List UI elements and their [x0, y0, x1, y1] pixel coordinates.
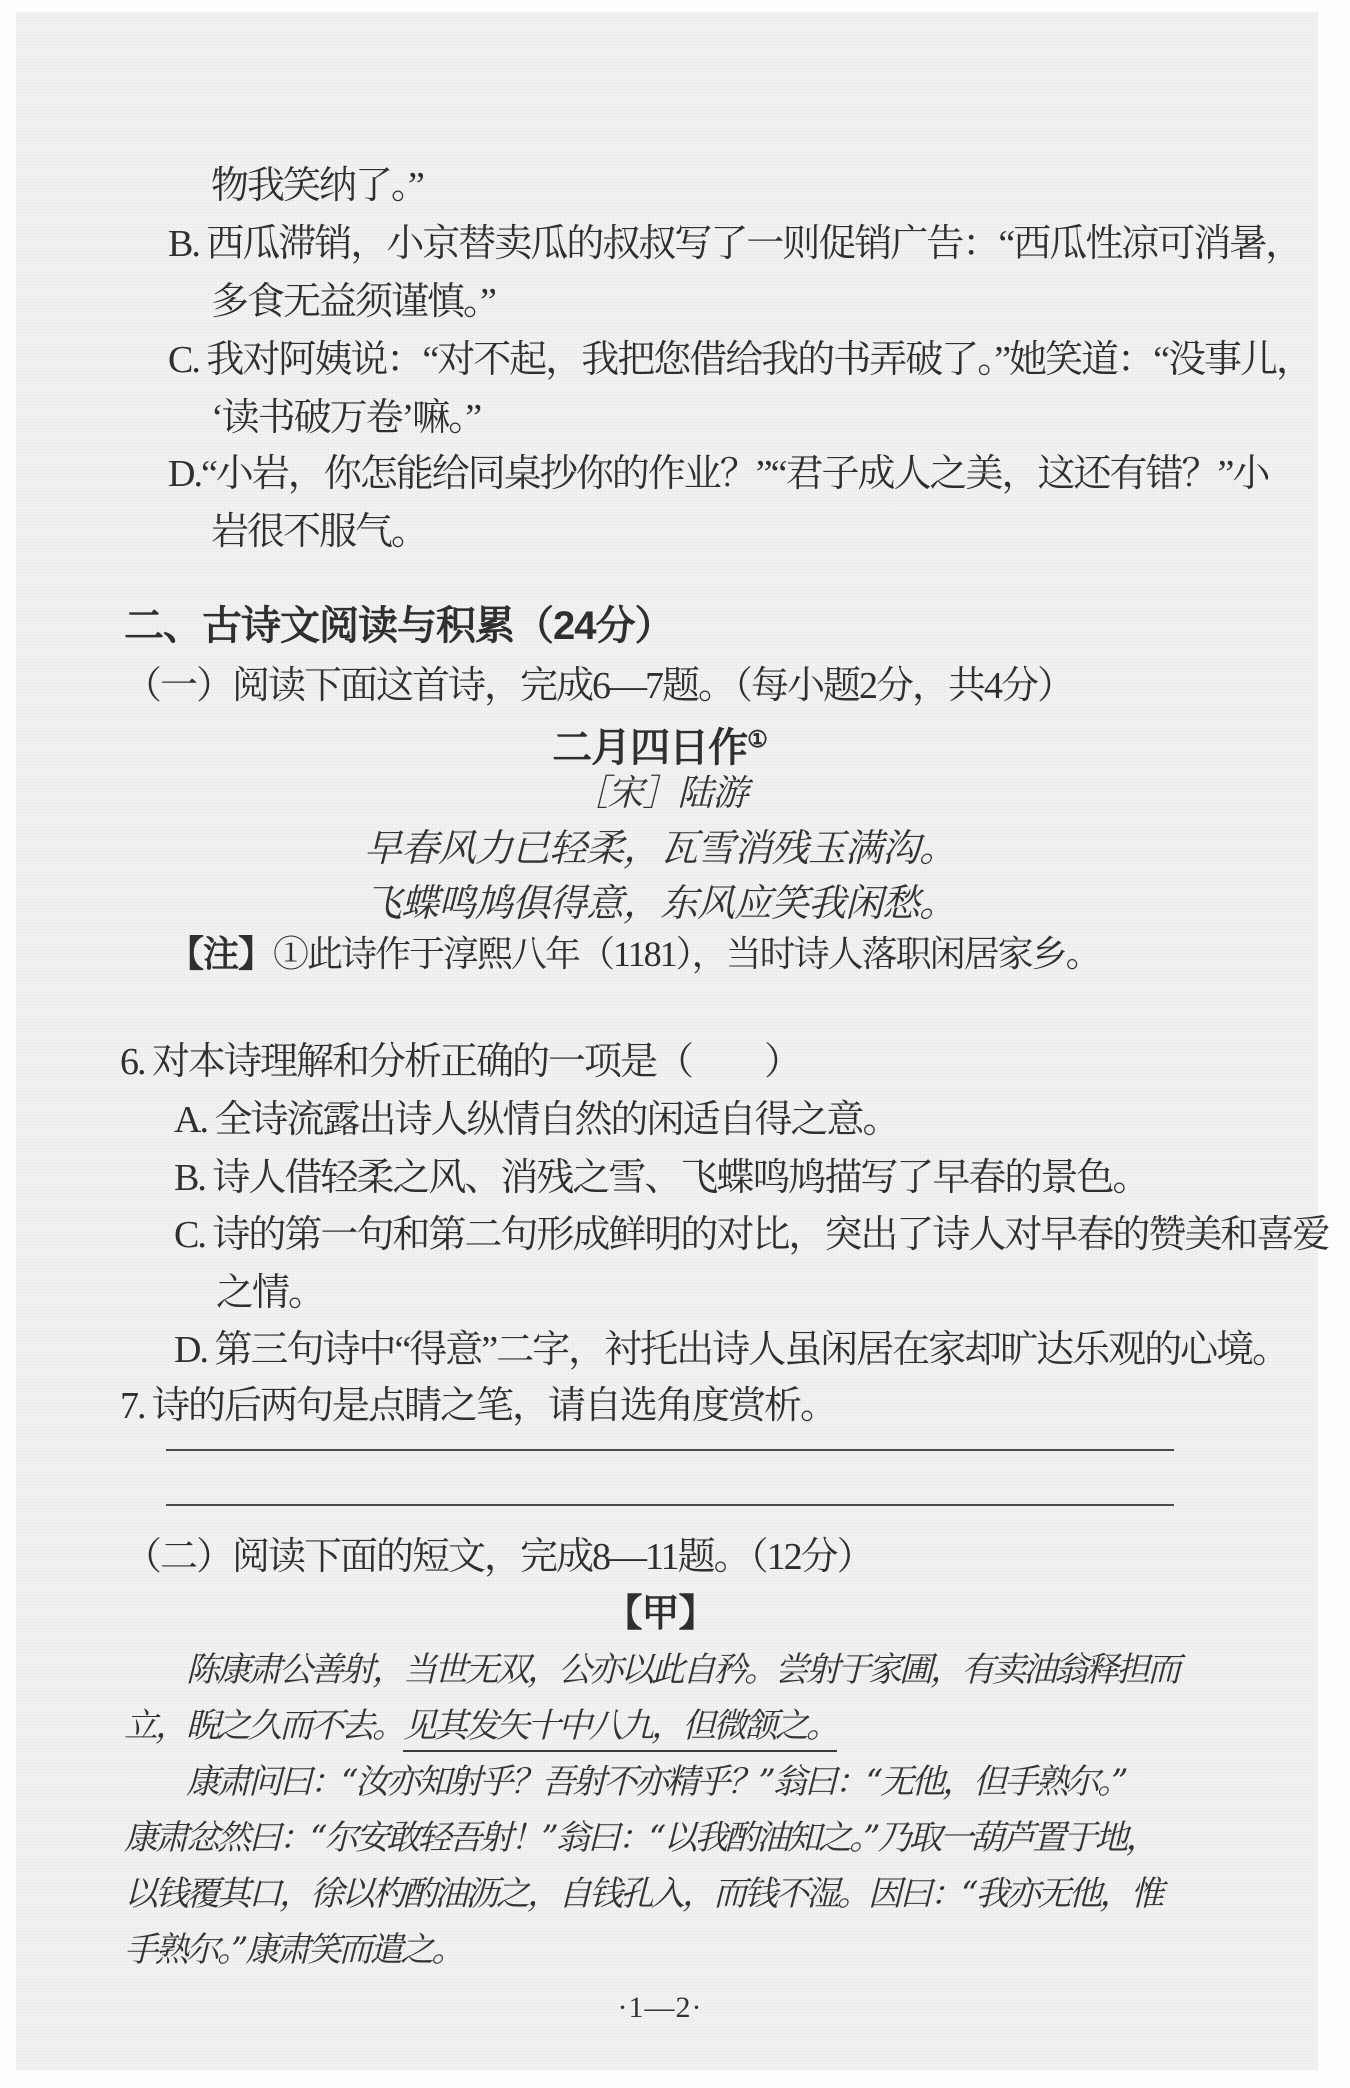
part-1-intro: （一）阅读下面这首诗，完成6—7题。（每小题2分，共4分） [124, 665, 1074, 707]
passage-jia-label: 【甲】 [604, 1593, 716, 1635]
passage-para2-line4: 手熟尔。”康肃笑而遣之。 [124, 1930, 463, 1970]
q5-option-c-line1: C. 我对阿姨说：“对不起，我把您借给我的书弄破了。”她笑道：“没事儿， [168, 339, 1312, 381]
q5-option-a-continuation: 物我笑纳了。” [211, 165, 423, 207]
passage-para2-line2: 康肃忿然曰：“尔安敢轻吾射！”翁曰：“以我酌油知之。”乃取一葫芦置于地， [124, 1818, 1157, 1858]
question-6-option-b: B. 诗人借轻柔之风、消残之雪、飞蝶鸣鸠描写了早春的景色。 [174, 1157, 1149, 1199]
question-7-stem: 7. 诗的后两句是点睛之笔，请自选角度赏析。 [120, 1385, 837, 1427]
q5-option-b-line2: 多食无益须谨慎。” [211, 281, 495, 323]
question-6-option-c-line1: C. 诗的第一句和第二句形成鲜明的对比，突出了诗人对早春的赞美和喜爱 [174, 1214, 1329, 1256]
poem-title [124, 715, 1196, 772]
passage-para1-line2-pre: 立，睨之久而不去。 [124, 1706, 403, 1746]
part-2-intro: （二）阅读下面的短文，完成8—11题。（12分） [124, 1536, 873, 1578]
poem-footnote-label: 【注】 [168, 933, 274, 974]
poem-line-1: 早春风力已轻柔，瓦雪消残玉满沟。 [363, 826, 956, 870]
passage-underlined-sentence: 见其发矢十中八九，但微颔之。 [403, 1706, 837, 1752]
poem-title-note-ref: ① [747, 726, 768, 752]
poem-author: ［宋］陆游 [572, 773, 748, 814]
question-6-option-d: D. 第三句诗中“得意”二字，衬托出诗人虽闲居在家却旷达乐观的心境。 [174, 1329, 1289, 1371]
poem-title-text: 二月四日作 [552, 726, 748, 770]
question-6-option-c-line2: 之情。 [216, 1272, 325, 1314]
passage-para2-line3: 以钱覆其口，徐以杓酌油沥之，自钱孔入，而钱不湿。因曰：“我亦无他，惟 [124, 1874, 1162, 1914]
answer-blank-line-1 [166, 1449, 1174, 1451]
poem-footnote-text: ①此诗作于淳熙八年（1181），当时诗人落职闲居家乡。 [273, 934, 1100, 974]
q5-option-d-line2: 岩很不服气。 [211, 511, 428, 553]
question-6-option-a: A. 全诗流露出诗人纵情自然的闲适自得之意。 [174, 1099, 899, 1141]
q5-option-c-line2: ‘读书破万卷’嘛。” [211, 397, 481, 439]
poem-line-2: 飞蝶鸣鸠俱得意，东风应笑我闲愁。 [363, 881, 956, 925]
poem-footnote [168, 930, 1100, 978]
q5-option-d-line1: D.“小岩，你怎能给同桌抄你的作业？”“君子成人之美，这还有错？”小 [168, 453, 1269, 495]
passage-para1-line2 [124, 1702, 837, 1750]
page-number: ·1—2· [617, 1991, 703, 2024]
paper-scan [16, 12, 1329, 2070]
section-2-heading: 二、古诗文阅读与积累（24分） [124, 604, 674, 648]
passage-para1-line1: 陈康肃公善射，当世无双，公亦以此自矜。尝射于家圃，有卖油翁释担而 [186, 1650, 1178, 1690]
q5-option-b-line1: B. 西瓜滞销，小京替卖瓜的叔叔写了一则促销广告：“西瓜性凉可消暑， [168, 223, 1302, 265]
question-6-stem: 6. 对本诗理解和分析正确的一项是（ ） [120, 1041, 801, 1083]
answer-blank-line-2 [166, 1504, 1174, 1506]
passage-para2-line1: 康肃问曰：“汝亦知射乎？吾射不亦精乎？”翁曰：“无他，但手熟尔。” [186, 1762, 1126, 1802]
